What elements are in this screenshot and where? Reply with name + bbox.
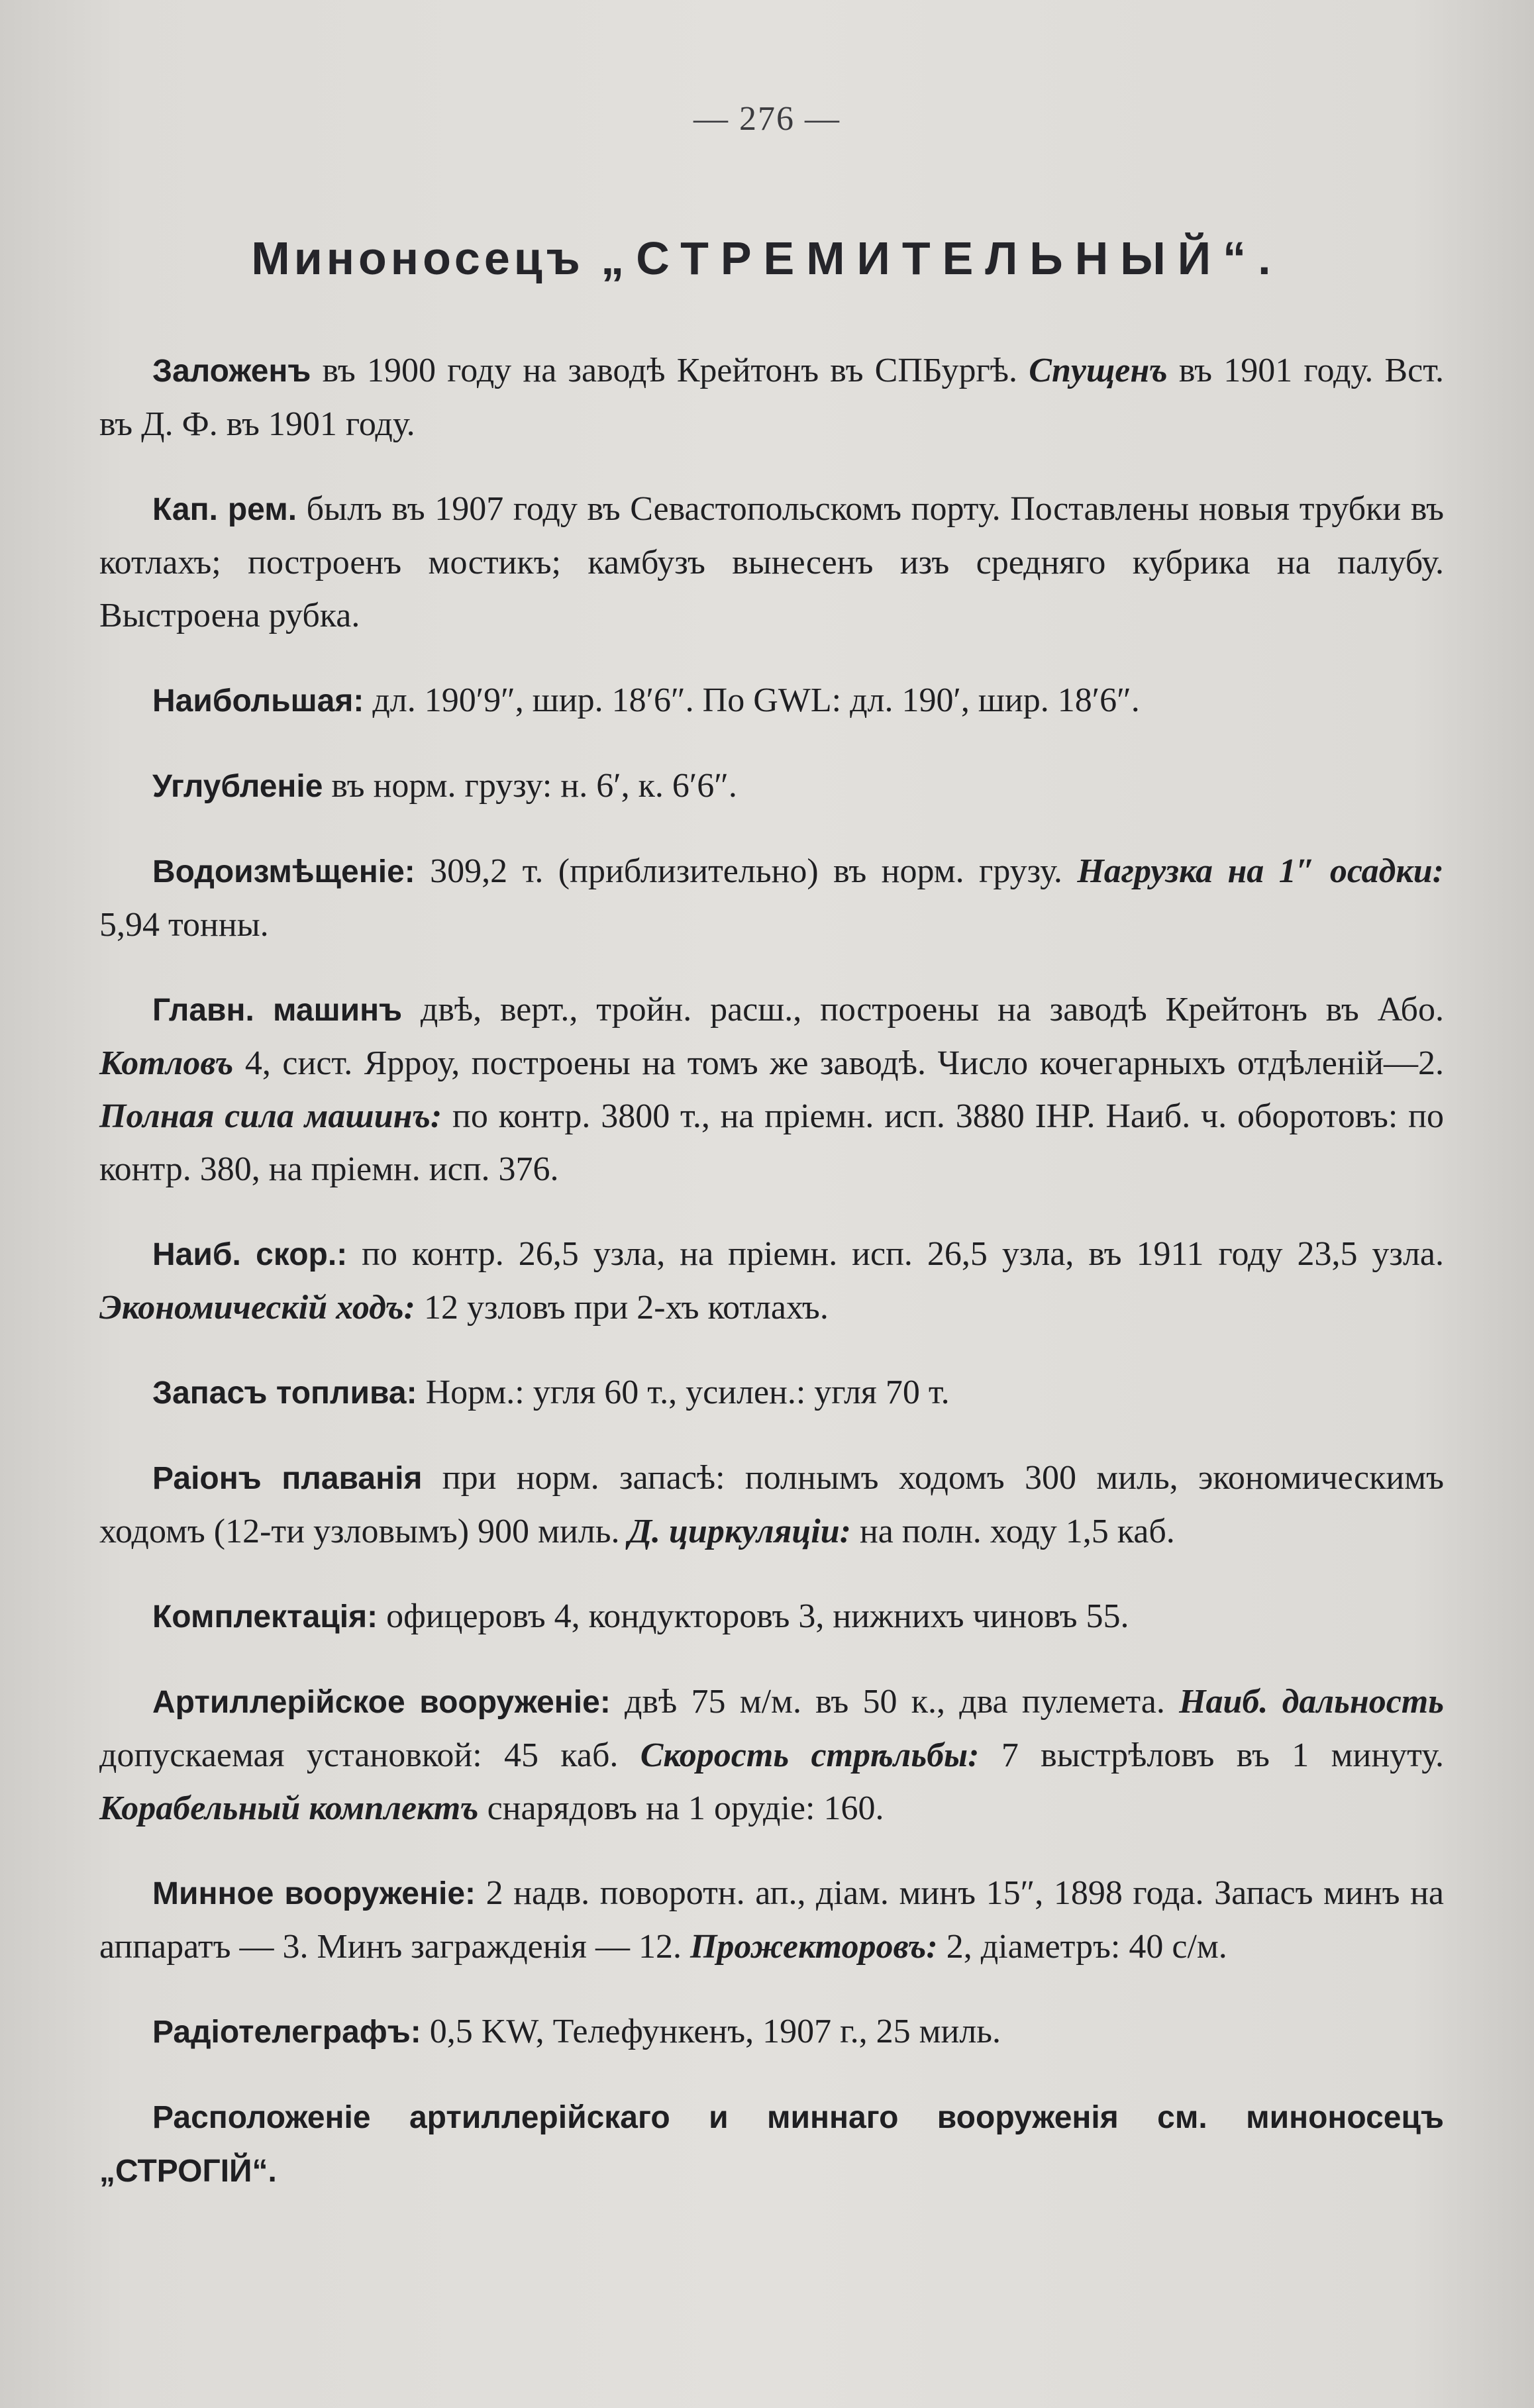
spec-label: Заложенъ <box>152 354 311 389</box>
spec-value: 12 узловъ при 2-хъ котлахъ. <box>415 1289 829 1327</box>
spec-value: Норм.: угля 60 т., усилен.: угля 70 т. <box>417 1374 950 1411</box>
spec-value: дл. 190′9″, шир. 18′6″. По GWL: дл. 190′, шир. 18′6″. <box>364 681 1140 719</box>
spec-value: по контр. 26,5 узла, на пріемн. исп. 26,5 узла, въ 1911 году 23,5 узла. <box>347 1235 1445 1273</box>
spec-value: по контр. 3800 т., на пріемн. исп. 3880 IHP. Наиб. ч. оборотовъ: по контр. 380, на пріемн. исп. 376. <box>99 1097 1444 1188</box>
page-title <box>0 232 1534 285</box>
spec-sublabel: Котловъ <box>99 1044 234 1082</box>
spec-sublabel: Нагрузка на 1″ осадки: <box>1077 852 1444 890</box>
spec-value: 2 надв. поворотн. ап., діам. минъ 15″, 1898 года. Запасъ минъ на аппаратъ — 3. Минъ загражденія — 12. <box>99 1874 1444 1966</box>
spec-value: офицеровъ 4, кондукторовъ 3, нижнихъ чиновъ 55. <box>378 1597 1129 1635</box>
spec-paragraph <box>99 674 1444 728</box>
spec-label: Водоизмѣщеніе: <box>152 854 415 889</box>
page-number: — 276 — <box>693 100 841 138</box>
spec-label: Запасъ топлива: <box>152 1376 417 1411</box>
spec-label: Углубленіе <box>152 769 323 804</box>
spec-value: при норм. запасѣ: полнымъ ходомъ 300 миль, экономическимъ ходомъ (12-ти узловымъ) 900 миль. <box>99 1459 1444 1550</box>
spec-paragraph <box>99 1366 1444 1420</box>
spec-paragraph <box>99 1867 1444 1974</box>
spec-sublabel: Скорость стрѣльбы: <box>640 1736 980 1774</box>
spec-value: 4, сист. Ярроу, построены на томъ же заводѣ. Число кочегарныхъ отдѣленій—2. <box>233 1044 1444 1082</box>
spec-label: Комплектація: <box>152 1599 378 1634</box>
spec-label: Минное вооруженіе: <box>152 1876 476 1911</box>
spec-value: въ 1901 году. Вст. въ Д. Ф. въ 1901 году. <box>99 352 1445 443</box>
title-prefix: Миноносецъ <box>251 232 584 284</box>
spec-label: Главн. машинъ <box>152 993 403 1028</box>
spec-value: 0,5 KW, Телефункенъ, 1907 г., 25 миль. <box>421 2013 1001 2050</box>
spec-value: допускаемая установкой: 45 каб. <box>99 1736 640 1774</box>
spec-value: 309,2 т. (приблизительно) въ норм. грузу. <box>415 852 1078 890</box>
spec-label: Раіонъ плаванія <box>152 1461 423 1496</box>
spec-value: 2, діаметръ: 40 с/м. <box>937 1928 1227 1966</box>
spec-paragraph <box>99 1676 1444 1835</box>
spec-label: Артиллерійское вооруженіе: <box>152 1685 611 1720</box>
ship-name: „СТРЕМИТЕЛЬНЫЙ“. <box>601 232 1283 284</box>
spec-paragraph <box>99 2091 1444 2198</box>
spec-label: Радіотелеграфъ: <box>152 2015 421 2050</box>
spec-paragraph <box>99 483 1444 642</box>
spec-paragraph <box>99 2005 1444 2059</box>
spec-label: Наиб. скор.: <box>152 1237 348 1272</box>
spec-sublabel: Д. циркуляціи: <box>628 1513 851 1550</box>
spec-sublabel: Полная сила машинъ: <box>99 1097 442 1135</box>
spec-paragraph <box>99 760 1444 813</box>
spec-paragraph <box>99 1228 1444 1334</box>
spec-paragraph <box>99 1590 1444 1644</box>
spec-sublabel: Наиб. дальность <box>1179 1683 1445 1721</box>
spec-label: Наибольшая: <box>152 683 364 719</box>
spec-value: былъ въ 1907 году въ Севастопольскомъ порту. Поставлены новыя трубки въ котлахъ; построенъ мостикъ; камбузъ вынесенъ изъ средняго кубрика на палубу. Выстроена рубка. <box>99 490 1444 634</box>
spec-sublabel: Прожекторовъ: <box>690 1928 938 1966</box>
spec-value: снарядовъ на 1 орудіе: 160. <box>478 1789 884 1827</box>
spec-value: 5,94 тонны. <box>99 906 269 944</box>
spec-value: на полн. ходу 1,5 каб. <box>850 1513 1175 1550</box>
spec-paragraph <box>99 983 1444 1196</box>
spec-value: 7 выстрѣловъ въ 1 минуту. <box>979 1736 1444 1774</box>
spec-value: въ норм. грузу: н. 6′, к. 6′6″. <box>323 767 737 805</box>
spec-paragraph <box>99 845 1444 952</box>
spec-sublabel: Спущенъ <box>1029 352 1168 389</box>
spec-label: Расположеніе артиллерійскаго и миннаго вооруженія см. миноносецъ „СТРОГІЙ“. <box>99 2100 1444 2189</box>
spec-value: двѣ 75 м/м. въ 50 к., два пулемета. <box>610 1683 1180 1721</box>
spec-value: двѣ, верт., тройн. расш., построены на заводѣ Крейтонъ въ Або. <box>402 991 1445 1028</box>
spec-sublabel: Экономическій ходъ: <box>99 1289 415 1327</box>
spec-paragraph <box>99 1452 1444 1558</box>
spec-text <box>99 344 1444 2230</box>
spec-paragraph <box>99 344 1444 451</box>
spec-label: Кап. рем. <box>152 492 297 527</box>
spec-value: въ 1900 году на заводѣ Крейтонъ въ СПБургѣ. <box>311 352 1029 389</box>
spec-sublabel: Корабельный комплектъ <box>99 1789 479 1827</box>
